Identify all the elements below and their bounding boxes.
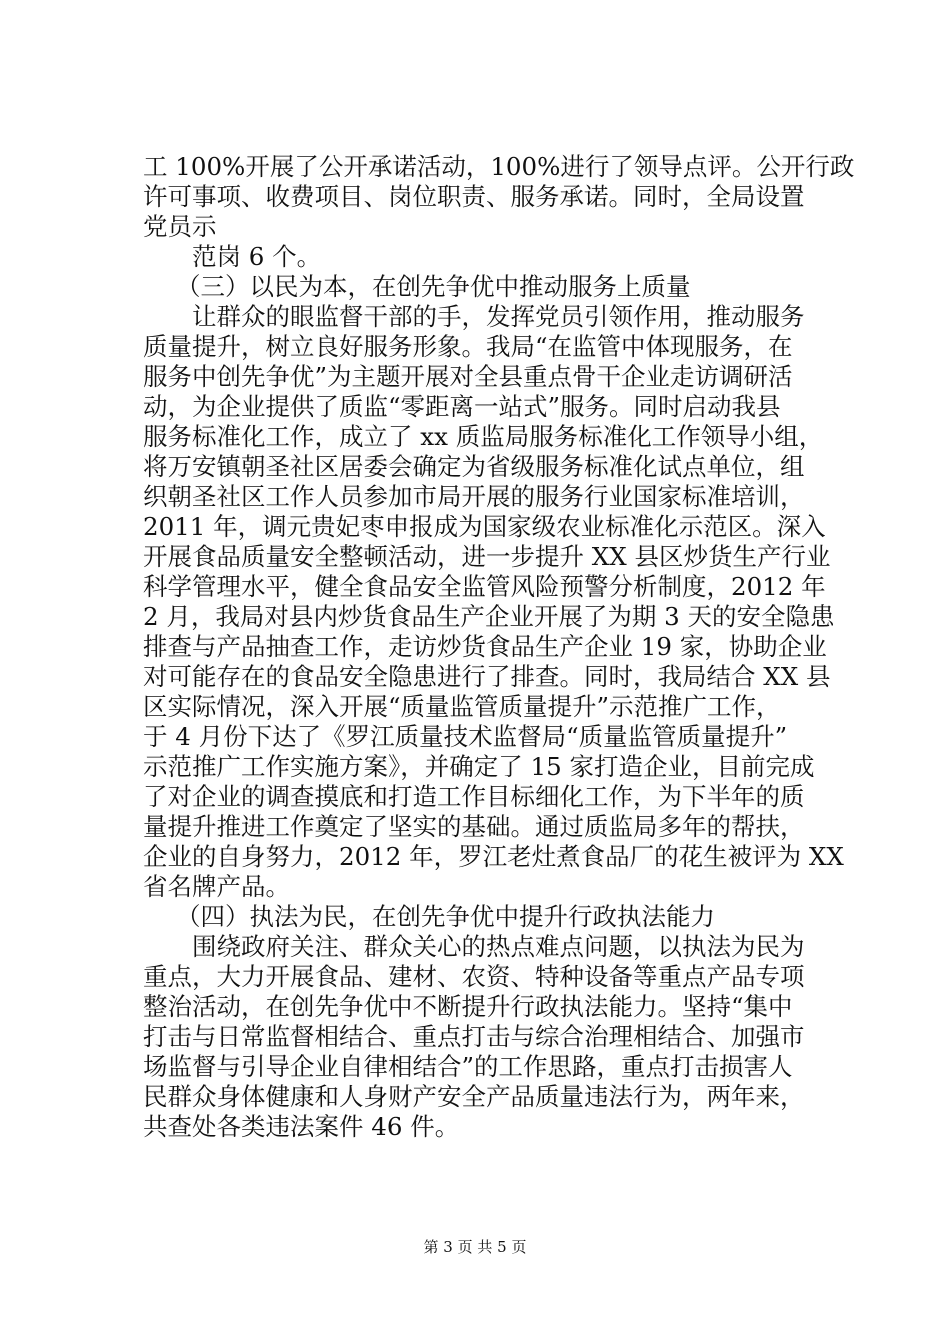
body-text-line: 服务中创先争优”为主题开展对全县重点骨干企业走访调研活 — [143, 362, 793, 391]
body-text-line: 服务标准化工作，成立了 xx 质监局服务标准化工作领导小组， — [143, 422, 824, 451]
body-text-line: 民群众身体健康和人身财产安全产品质量违法行为，两年来， — [143, 1082, 805, 1111]
body-text-line: 动，为企业提供了质监“零距离一站式”服务。同时启动我县 — [143, 392, 781, 421]
body-text-line: 于 4 月份下达了《罗江质量技术监督局“质量监管质量提升” — [143, 722, 788, 751]
body-text-line: 党员示 — [143, 212, 217, 241]
body-text-line: 重点，大力开展食品、建材、农资、特种设备等重点产品专项 — [143, 962, 805, 991]
body-text-line: 对可能存在的食品安全隐患进行了排查。同时，我局结合 XX 县 — [143, 662, 831, 691]
body-text-line: 许可事项、收费项目、岗位职责、服务承诺。同时，全局设置 — [143, 182, 805, 211]
section-heading: （四）执法为民，在创先争优中提升行政执法能力 — [176, 902, 715, 931]
body-text-line: 2011 年，调元贵妃枣申报成为国家级农业标准化示范区。深入 — [143, 512, 826, 541]
body-text-line: 质量提升，树立良好服务形象。我局“在监管中体现服务，在 — [143, 332, 793, 361]
body-text-line: 排查与产品抽查工作，走访炒货食品生产企业 19 家，协助企业 — [143, 632, 827, 661]
section-heading: （三）以民为本，在创先争优中推动服务上质量 — [176, 272, 691, 301]
body-text-line: 省名牌产品。 — [143, 872, 290, 901]
body-text-line: 企业的自身努力，2012 年，罗江老灶煮食品厂的花生被评为 XX — [143, 842, 844, 871]
body-text-line: 工 100%开展了公开承诺活动，100%进行了领导点评。公开行政 — [143, 152, 855, 181]
body-text-line: 了对企业的调查摸底和打造工作目标细化工作，为下半年的质 — [143, 782, 805, 811]
body-text-line: 织朝圣社区工作人员参加市局开展的服务行业国家标准培训， — [143, 482, 805, 511]
body-text-line: 量提升推进工作奠定了坚实的基础。通过质监局多年的帮扶， — [143, 812, 805, 841]
body-text-line: 科学管理水平，健全食品安全监管风险预警分析制度，2012 年 — [143, 572, 826, 601]
body-text-line: 示范推广工作实施方案》，并确定了 15 家打造企业，目前完成 — [143, 752, 815, 781]
body-text-line: 场监督与引导企业自律相结合”的工作思路，重点打击损害人 — [143, 1052, 793, 1081]
body-text-line: 2 月，我局对县内炒货食品生产企业开展了为期 3 天的安全隐患 — [143, 602, 835, 631]
page-footer: 第 3 页 共 5 页 — [423, 1238, 527, 1256]
body-text-line: 整治活动，在创先争优中不断提升行政执法能力。坚持“集中 — [143, 992, 793, 1021]
body-text-line: 打击与日常监督相结合、重点打击与综合治理相结合、加强市 — [143, 1022, 805, 1051]
paragraph-first-line: 让群众的眼监督干部的手，发挥党员引领作用，推动服务 — [192, 302, 805, 331]
body-text-line: 将万安镇朝圣社区居委会确定为省级服务标准化试点单位，组 — [143, 452, 805, 481]
body-text-line: 范岗 6 个。 — [192, 242, 322, 271]
body-text-line: 共查处各类违法案件 46 件。 — [143, 1112, 460, 1141]
paragraph-first-line: 围绕政府关注、群众关心的热点难点问题，以执法为民为 — [192, 932, 805, 961]
body-text-line: 开展食品质量安全整顿活动，进一步提升 XX 县区炒货生产行业 — [143, 542, 831, 571]
body-text-line: 区实际情况，深入开展“质量监管质量提升”示范推广工作， — [143, 692, 781, 721]
